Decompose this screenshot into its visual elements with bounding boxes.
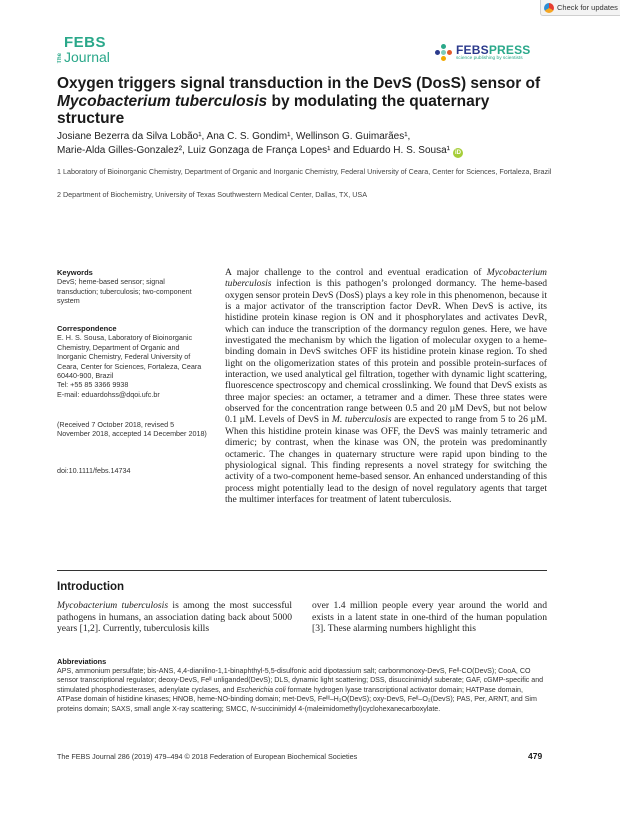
check-for-updates-label: Check for updates bbox=[557, 3, 618, 12]
correspondence-line: 60440-900, Brazil bbox=[57, 371, 114, 381]
doi-link[interactable]: doi:10.1111/febs.14734 bbox=[57, 466, 131, 475]
keywords-block bbox=[57, 268, 207, 306]
correspondence-line: Tel: +55 85 3366 9938 bbox=[57, 380, 129, 390]
intro-column-2: over 1.4 million people every year around the world and exists in a latent state in one-third of the human population [3]. These alarming numbers highlight this bbox=[312, 600, 547, 635]
abbreviations-text: APS, ammonium persulfate; bis-ANS, 4,4-dianilino-1,1-binaphthyl-5,5-disulfonic acid dipotassium salt; carbonmonoxy-DevS, Feᴵᴵ-CO(DevS); CooA, CO sensor transcriptional regulator; deoxy-DevS, Feᴵᴵ unliganded(DevS); DLS, dynamic light scattering; DSS, disuccinimidyl suberate; GAF, cGMP-specific and stimulated phosphodiesterases, adenylate cyclases, and Escherichia coli formate hydrogen lyase transcriptional activator domain; HATPase domain, ATPase domain of histidine kinases; HNOB, heme-NO-binding domain; met-DevS, Feᴵᴵᴵ–H₂O(DevS); oxy-DevS, Feᴵᴵ–O₂(DevS); PAS, Per, ARNT, and Sim proteins domain; SAXS, small angle X-ray scattering; SMCC, N-succinimidyl 4-(maleimidomethyl)cyclohexanecarboxylate. bbox=[57, 667, 544, 713]
journal-logo bbox=[57, 34, 127, 65]
journal-logo-the: The bbox=[57, 53, 63, 64]
abstract: A major challenge to the control and eventual eradication of Mycobacterium tuberculosis infection is this pathogen’s prolonged dormancy. The heme-based oxygen sensor protein DevS (DosS) plays a key role in this phenomenon, because it is a major activator of the transcription factor DevR. When DevS is active, its histidine protein kinase region is ON and it phosphorylates and activates DevR, which can induce the transcription of the dormancy regulon genes. Here, we have investigated the mechanism by which the ligation of molecular oxygen to a heme-binding domain in DevS switches OFF its histidine protein kinase region. To shed light on the oligomerization states of this protein and possible protein-surfaces of interaction, we used analytical gel filtration, together with dynamic light scattering, fluorescence spectroscopy and chemical crosslinking. We found that DevS exists as three major species: an octamer, a tetramer and a dimer. These three states were observed for the concentration range between 0.5 and 20 µM DevS, but not below 0.1 µM. Levels of DevS in M. tuberculosis are expected to range from 5 to 26 µM. When this histidine protein kinase was OFF, the DevS was mainly tetrameric and dimeric; by contrast, when the kinase was ON, the protein was predominantly octameric. The changes in quaternary structure were rapid upon binding to the physiological signal. This finding represents a novel strategy for switching the activity of a two-component heme-based sensor. An enhanced understanding of this process might potentially lead to the design of novel regulatory agents that target the multimer interfaces for treatment of latent tuberculosis. bbox=[225, 267, 547, 505]
correspondence-line: Inorganic Chemistry, Federal University of bbox=[57, 352, 191, 362]
correspondence-email[interactable]: E-mail: eduardohss@dqoi.ufc.br bbox=[57, 389, 160, 399]
journal-logo-word1: FEBS bbox=[64, 34, 107, 52]
press-logo-dots-icon bbox=[435, 44, 453, 62]
keywords-heading: Keywords bbox=[57, 268, 93, 277]
page-number: 479 bbox=[528, 751, 543, 761]
author-list bbox=[57, 130, 557, 159]
correspondence-line: E. H. S. Sousa, Laboratory of Bioinorganic bbox=[57, 333, 193, 343]
check-for-updates-button[interactable] bbox=[540, 0, 620, 16]
article-title: Oxygen triggers signal transduction in the DevS (DosS) sensor of Mycobacterium tuberculosis by modulating the quaternary structure bbox=[57, 75, 541, 128]
orcid-icon[interactable]: iD bbox=[454, 150, 461, 157]
press-logo-tagline: science publishing by scientists bbox=[456, 56, 523, 62]
crossmark-icon bbox=[544, 3, 554, 13]
journal-footer: The FEBS Journal 286 (2019) 479–494 © 2018 Federation of European Biochemical Societies bbox=[57, 752, 358, 761]
press-logo bbox=[435, 40, 540, 66]
keywords-text: DevS; heme-based sensor; signal transduction; tuberculosis; two-component system bbox=[57, 277, 192, 306]
intro-column-1: Mycobacterium tuberculosis is among the most successful pathogens in humans, an association dating back about 5000 years [1,2]. Currently, tuberculosis kills bbox=[57, 600, 292, 635]
received-dates: (Received 7 October 2018, revised 5 November 2018, accepted 14 December 2018) bbox=[57, 420, 207, 439]
correspondence-line: Ceara, Center for Sciences, Fortaleza, Ceara bbox=[57, 361, 202, 371]
press-logo-name: FEBSPRESS bbox=[456, 43, 531, 58]
affiliation-1: 1 Laboratory of Bioinorganic Chemistry, Department of Organic and Inorganic Chemistry, Federal University of Ceara, Center for Sciences, Fortaleza, Brazil bbox=[57, 167, 552, 176]
section-divider bbox=[57, 570, 547, 571]
correspondence-line: Chemistry, Department of Organic and bbox=[57, 342, 180, 352]
authors-line-1: Josiane Bezerra da Silva Lobão¹, Ana C. S. Gondim¹, Wellinson G. Guimarães¹, bbox=[57, 131, 411, 142]
affiliation-2: 2 Department of Biochemistry, University of Texas Southwestern Medical Center, Dallas, TX, USA bbox=[57, 190, 367, 199]
journal-logo-word2: Journal bbox=[64, 48, 110, 65]
authors-line-2: Marie-Alda Gilles-Gonzalez², Luiz Gonzaga de França Lopes¹ and Eduardo H. S. Sousa¹ bbox=[57, 145, 450, 157]
correspondence-heading: Correspondence bbox=[57, 324, 117, 333]
correspondence-block bbox=[57, 324, 207, 399]
abbreviations-heading: Abbreviations bbox=[57, 657, 107, 666]
introduction-heading: Introduction bbox=[57, 581, 125, 593]
